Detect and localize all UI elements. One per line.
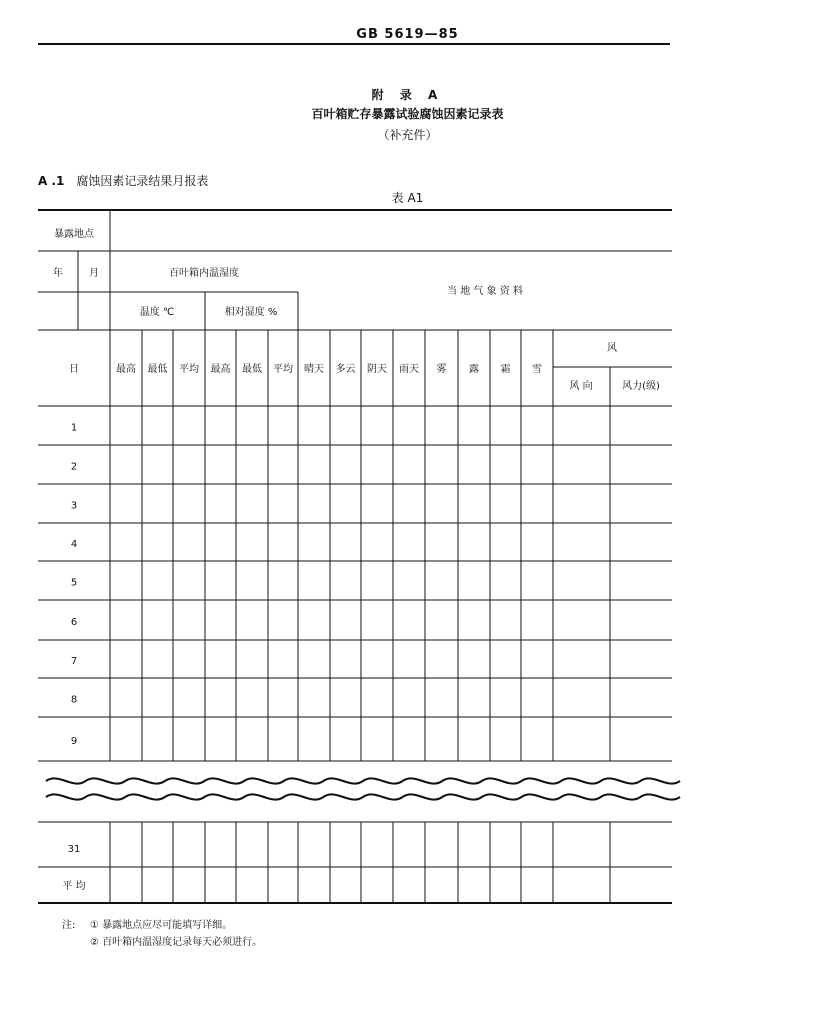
month-label: 月 xyxy=(89,268,99,279)
day-number-5: 5 xyxy=(70,577,78,589)
break-wave-upper xyxy=(46,778,680,783)
sub-col-7: 多云 xyxy=(335,364,356,375)
appendix-title: 附 录 A xyxy=(371,88,444,102)
section-title: 腐蚀因素记录结果月报表 xyxy=(76,174,209,188)
humidity-label: 相对湿度 % xyxy=(224,307,278,318)
notes xyxy=(62,917,262,951)
wind-force-label: 风力(级) xyxy=(622,381,660,392)
sub-col-0: 最高 xyxy=(116,364,136,375)
note-text-1: ① 暴露地点应尽可能填写详细。 xyxy=(90,920,233,931)
sub-col-3: 最高 xyxy=(210,364,231,375)
day-number-3: 3 xyxy=(70,500,78,512)
notes-label: 注: xyxy=(62,920,76,931)
day-number-2: 2 xyxy=(70,461,78,473)
day-number-8: 8 xyxy=(70,694,78,706)
average-label: 平 均 xyxy=(62,881,86,892)
supplement-note: （补充件） xyxy=(377,128,438,142)
wind-direction-label: 风 向 xyxy=(569,381,593,392)
note-text-2: ② 百叶箱内温湿度记录每天必须进行。 xyxy=(90,937,263,948)
weather-data-label: 当 地 气 象 资 料 xyxy=(447,286,523,297)
sub-col-11: 露 xyxy=(469,364,479,375)
note-2 xyxy=(62,934,262,951)
sub-col-5: 平均 xyxy=(273,364,293,375)
sub-col-4: 最低 xyxy=(242,364,262,375)
sub-col-9: 雨天 xyxy=(399,364,419,375)
standard-code: GB 5619—85 xyxy=(356,27,459,42)
day-number-9: 9 xyxy=(70,736,78,747)
day-number-6: 6 xyxy=(70,617,78,628)
temperature-label: 温度 ℃ xyxy=(139,307,175,318)
table-caption: 表 A1 xyxy=(391,191,424,205)
day-number-4: 4 xyxy=(70,539,78,550)
day-label: 日 xyxy=(69,364,79,375)
break-wave-lower xyxy=(46,794,680,799)
wind-label: 风 xyxy=(607,343,617,354)
note-1 xyxy=(62,917,262,934)
sub-col-13: 雪 xyxy=(532,364,542,375)
document-title: 百叶箱贮存暴露试验腐蚀因素记录表 xyxy=(311,107,504,121)
sub-col-6: 晴天 xyxy=(304,364,324,375)
day-number-31: 31 xyxy=(67,844,81,855)
sub-col-10: 雾 xyxy=(436,364,447,375)
box-temp-humidity-label: 百叶箱内温湿度 xyxy=(169,268,239,279)
sub-col-8: 阴天 xyxy=(367,364,387,375)
day-number-1: 1 xyxy=(70,422,78,434)
sub-col-2: 平均 xyxy=(179,364,199,375)
section-number: A .1 xyxy=(38,174,65,188)
year-label: 年 xyxy=(53,268,63,279)
sub-col-12: 霜 xyxy=(500,364,511,375)
day-number-7: 7 xyxy=(70,656,78,667)
sub-col-1: 最低 xyxy=(147,364,168,375)
site-label: 暴露地点 xyxy=(54,229,94,240)
